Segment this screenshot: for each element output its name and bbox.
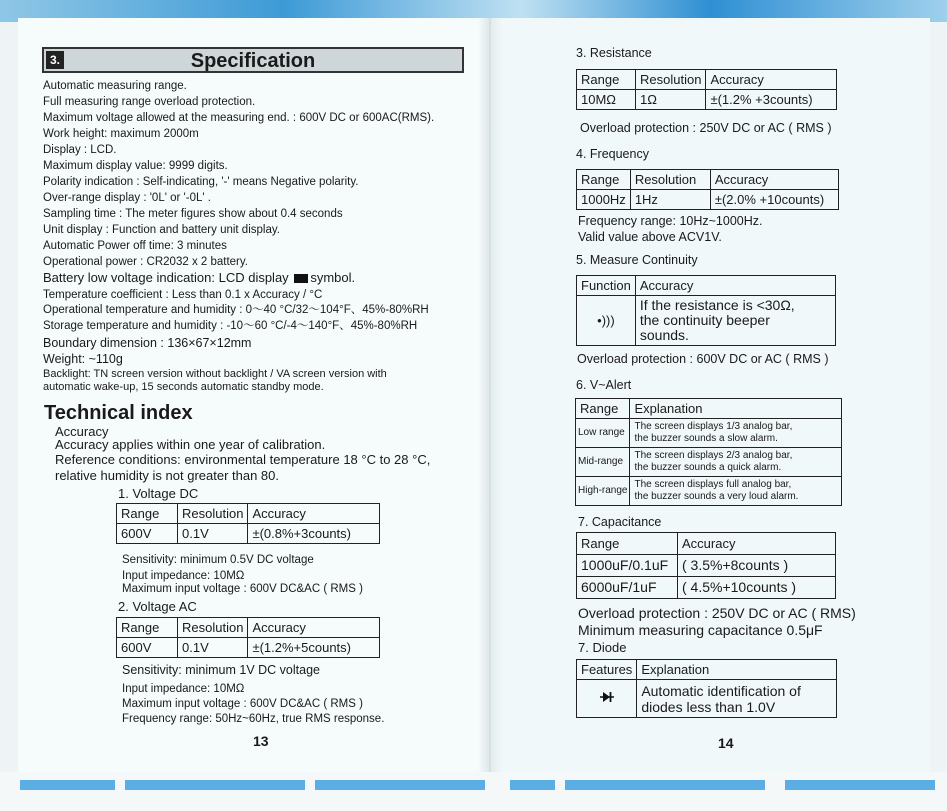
resistance-note: Overload protection : 250V DC or AC ( RMS ) xyxy=(580,121,832,135)
capacitance-note: Overload protection : 250V DC or AC ( RMS) xyxy=(578,605,856,621)
spec-line xyxy=(43,207,343,221)
table-header: Explanation xyxy=(637,660,837,680)
vac-note: Maximum input voltage : 600V DC&AC ( RMS ) xyxy=(122,698,363,710)
table-header: Accuracy xyxy=(248,504,380,524)
band-segment xyxy=(785,780,935,790)
diode-line: Automatic identification of xyxy=(641,682,801,699)
vac-note: Input impedance: 10MΩ xyxy=(122,683,245,695)
frequency-note: Frequency range: 10Hz~1000Hz. xyxy=(578,214,763,228)
spec-line xyxy=(43,271,355,285)
book-gutter xyxy=(478,18,502,778)
accuracy-line: Accuracy applies within one year of calibration. xyxy=(55,437,326,452)
table-header: Resolution xyxy=(178,504,248,524)
table-cell xyxy=(630,477,842,506)
spec-line xyxy=(43,319,417,333)
band-segment xyxy=(20,780,115,790)
table-header: Accuracy xyxy=(678,533,836,555)
table-header: Accuracy xyxy=(706,70,837,90)
table-header: Range xyxy=(577,533,678,555)
alert-line: The screen displays 2/3 analog bar, xyxy=(634,450,793,461)
table-header: Range xyxy=(576,399,630,419)
table-header: Resolution xyxy=(630,170,710,190)
resistance-title: 3. Resistance xyxy=(576,46,652,60)
battery-suffix: symbol. xyxy=(310,270,356,285)
vac-note: Frequency range: 50Hz~60Hz, true RMS response. xyxy=(122,713,385,725)
table-cell: ±(1.2% +3counts) xyxy=(706,90,837,110)
table-cell: Mid-range xyxy=(576,448,630,477)
diode-icon xyxy=(577,680,637,718)
spec-line-text: Boundary dimension : 136×67×12mm xyxy=(43,336,252,350)
frequency-note: Valid value above ACV1V. xyxy=(578,230,722,244)
spec-line xyxy=(43,111,434,125)
table-cell: 1000Hz xyxy=(577,190,631,210)
spec-line-text: Over-range display : '0L' or '-0L' . xyxy=(43,192,211,204)
capacitance-table xyxy=(576,532,836,599)
spec-line-text: Work height: maximum 2000m xyxy=(43,128,199,140)
battery-icon xyxy=(294,274,308,283)
table-header: Function xyxy=(577,276,636,296)
table-header: Resolution xyxy=(636,70,706,90)
section-header xyxy=(42,47,464,73)
beeper-icon: •))) xyxy=(577,296,636,346)
table-header: Explanation xyxy=(630,399,842,419)
alert-line: the buzzer sounds a very loud alarm. xyxy=(634,491,799,502)
table-cell: ±(2.0% +10counts) xyxy=(710,190,838,210)
spec-line xyxy=(43,127,199,141)
continuity-line: the continuity beeper xyxy=(639,312,770,328)
table-cell: High-range xyxy=(576,477,630,506)
page-number: 14 xyxy=(718,735,734,751)
spec-line-text: Display : LCD. xyxy=(43,144,117,156)
voltage-dc-title: 1. Voltage DC xyxy=(118,486,199,501)
spec-line xyxy=(43,95,255,109)
table-cell: ±(0.8%+3counts) xyxy=(248,524,380,544)
continuity-text xyxy=(635,296,835,346)
spec-line-text: Automatic Power off time: 3 minutes xyxy=(43,240,227,252)
voltage-ac-title: 2. Voltage AC xyxy=(118,599,197,614)
vdc-note: Input impedance: 10MΩ xyxy=(122,570,245,582)
table-header: Accuracy xyxy=(248,618,380,638)
table-cell: 1Hz xyxy=(630,190,710,210)
spec-line-text: Weight: ~110g xyxy=(43,352,123,366)
spec-line-text: Unit display : Function and battery unit display. xyxy=(43,224,280,236)
table-cell: 6000uF/1uF xyxy=(577,577,678,599)
spec-line xyxy=(43,79,187,93)
bottom-color-band xyxy=(0,772,947,811)
spec-line-text: Automatic measuring range. xyxy=(43,80,187,92)
table-header: Resolution xyxy=(178,618,248,638)
table-header: Range xyxy=(577,70,636,90)
spec-line-text: Temperature coefficient : Less than 0.1 x Accuracy / °C xyxy=(43,289,323,301)
table-header: Accuracy xyxy=(710,170,838,190)
frequency-title: 4. Frequency xyxy=(576,147,649,161)
section-title: Specification xyxy=(190,50,316,72)
vac-note: Sensitivity: minimum 1V DC voltage xyxy=(122,663,320,677)
table-row xyxy=(576,419,842,448)
spec-line xyxy=(43,223,280,237)
page-number: 13 xyxy=(253,733,269,749)
diode-symbol-icon xyxy=(600,691,614,703)
accuracy-line: Accuracy xyxy=(55,424,109,439)
table-cell xyxy=(630,419,842,448)
spec-line-text: automatic wake-up, 15 seconds automatic standby mode. xyxy=(43,381,324,393)
table-cell: 1000uF/0.1uF xyxy=(577,555,678,577)
spec-line xyxy=(43,288,322,302)
alert-line: the buzzer sounds a slow alarm. xyxy=(634,433,778,444)
table-cell: ±(1.2%+5counts) xyxy=(248,638,380,658)
table-cell: 0.1V xyxy=(178,524,248,544)
spec-line xyxy=(43,336,251,350)
accuracy-line: Reference conditions: environmental temperature 18 °C to 28 °C, xyxy=(55,452,431,467)
spec-line xyxy=(43,367,387,381)
table-cell: 1Ω xyxy=(636,90,706,110)
diode-line: diodes less than 1.0V xyxy=(641,698,776,715)
spec-line xyxy=(43,175,358,189)
spec-line-text: Maximum display value: 9999 digits. xyxy=(43,160,228,172)
spec-line xyxy=(43,143,117,157)
band-segment xyxy=(510,780,555,790)
table-cell: ( 4.5%+10counts ) xyxy=(678,577,836,599)
vdc-note: Sensitivity: minimum 0.5V DC voltage xyxy=(122,554,314,566)
continuity-note: Overload protection : 600V DC or AC ( RMS ) xyxy=(577,352,829,366)
table-row xyxy=(576,477,842,506)
table-row xyxy=(576,448,842,477)
diode-text xyxy=(637,680,837,718)
spec-line-text: Polarity indication : Self-indicating, '-' means Negative polarity. xyxy=(43,176,359,188)
technical-index-title: Technical index xyxy=(44,402,193,424)
alert-line: The screen displays full analog bar, xyxy=(634,479,792,490)
table-header: Range xyxy=(117,504,178,524)
alert-line: the buzzer sounds a quick alarm. xyxy=(634,462,782,473)
resistance-table xyxy=(576,69,837,110)
spec-line-text: Storage temperature and humidity : -10～60 °C/-4～140°F、45%-80%RH xyxy=(43,320,418,332)
table-header: Accuracy xyxy=(635,276,835,296)
section-number: 3. xyxy=(46,51,64,69)
table-header: Features xyxy=(577,660,637,680)
continuity-line: If the resistance is <30Ω, xyxy=(639,297,795,313)
spec-line-text: Maximum voltage allowed at the measuring end. : 600V DC or 600AC(RMS). xyxy=(43,112,435,124)
continuity-table xyxy=(576,275,836,346)
table-cell: 600V xyxy=(117,524,178,544)
alert-line: The screen displays 1/3 analog bar, xyxy=(634,421,793,432)
band-segment xyxy=(125,780,305,790)
capacitance-note: Minimum measuring capacitance 0.5μF xyxy=(578,622,823,638)
spec-line-text: Backlight: TN screen version without backlight / VA screen version with xyxy=(43,368,387,380)
frequency-table xyxy=(576,169,839,210)
table-cell: 10MΩ xyxy=(577,90,636,110)
spec-line-text: Sampling time : The meter figures show about 0.4 seconds xyxy=(43,208,343,220)
table-cell: 0.1V xyxy=(178,638,248,658)
vdc-note: Maximum input voltage : 600V DC&AC ( RMS ) xyxy=(122,583,363,595)
diode-title: 7. Diode xyxy=(578,640,627,655)
accuracy-line: relative humidity is not greater than 80. xyxy=(55,468,280,483)
table-cell: ( 3.5%+8counts ) xyxy=(678,555,836,577)
spec-line-text: Battery low voltage indication: LCD display xyxy=(43,270,289,285)
table-header: Range xyxy=(117,618,178,638)
spec-line xyxy=(43,159,228,173)
spec-line xyxy=(43,352,123,366)
voltage-dc-table xyxy=(116,503,380,544)
spec-line xyxy=(43,380,324,394)
table-cell: Low range xyxy=(576,419,630,448)
spec-line-text: Full measuring range overload protection. xyxy=(43,96,256,108)
capacitance-title: 7. Capacitance xyxy=(578,515,662,529)
continuity-line: sounds. xyxy=(639,327,689,343)
spec-line-text: Operational temperature and humidity : 0～40 °C/32～104°F、45%-80%RH xyxy=(43,304,429,316)
table-header: Range xyxy=(577,170,631,190)
band-segment xyxy=(315,780,485,790)
table-cell xyxy=(630,448,842,477)
diode-table xyxy=(576,659,837,718)
alert-table xyxy=(575,398,842,506)
spec-line xyxy=(43,255,248,269)
voltage-ac-table xyxy=(116,617,380,658)
spec-line-text: Operational power : CR2032 x 2 battery. xyxy=(43,256,248,268)
spec-line xyxy=(43,191,211,205)
spec-line xyxy=(43,303,429,317)
table-cell: 600V xyxy=(117,638,178,658)
spec-line xyxy=(43,239,227,253)
band-segment xyxy=(565,780,765,790)
alert-title: 6. V~Alert xyxy=(576,378,632,392)
continuity-title: 5. Measure Continuity xyxy=(576,253,698,267)
